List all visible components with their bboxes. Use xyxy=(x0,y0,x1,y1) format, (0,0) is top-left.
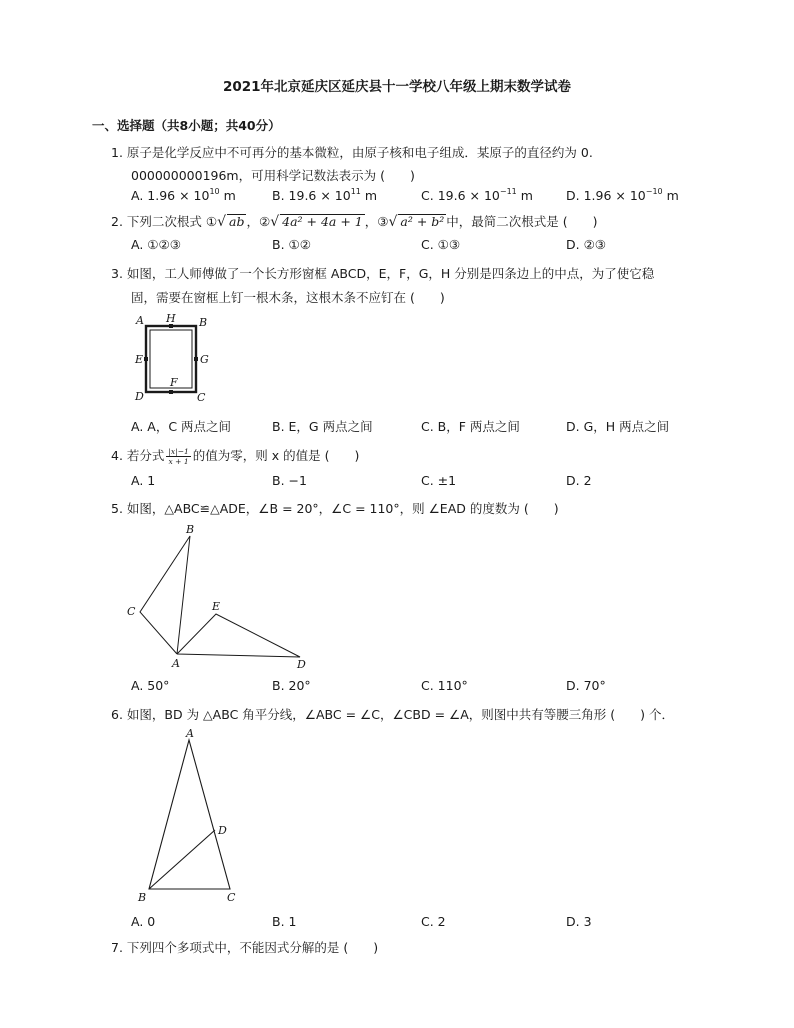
q3-text-line1: 3. 如图，工人师傅做了一个长方形窗框 ABCD，E，F，G，H 分别是四条边上的中点，为了使它稳 xyxy=(111,266,655,281)
q3-point-f-marker xyxy=(169,390,173,394)
q3-option-d[interactable]: D. G，H 两点之间 xyxy=(566,419,670,434)
q3-label-c: C xyxy=(197,391,206,404)
q1-option-c[interactable]: C. $19.6 \times 10^{-11}$ m xyxy=(421,187,533,203)
q4-fraction: $\frac{|x|-1}{x + 1}$ xyxy=(168,447,189,466)
q2-radical-3: a² + b² xyxy=(400,214,445,229)
q1-option-b[interactable]: B. $19.6 \times 10^{11}$ m xyxy=(272,187,378,203)
q1-text-line2: 000000000196m，可用科学记数法表示为 ( ) xyxy=(131,168,415,183)
q4-option-a[interactable]: A. 1 xyxy=(131,473,156,488)
q5-label-b: B xyxy=(186,523,195,536)
q4-text: 4. 若分式 $\frac{|x|-1}{x + 1}$ 的值为零，则 x 的值是 ( ) xyxy=(111,447,360,466)
q1-text-line1: 1. 原子是化学反应中不可再分的基本微粒，由原子核和电子组成．某原子的直径约为 0. xyxy=(111,145,593,160)
q6-option-d[interactable]: D. 3 xyxy=(566,914,592,929)
q5-label-c: C xyxy=(127,605,136,618)
q3-label-d: D xyxy=(135,390,144,403)
q2-radical-1: ab xyxy=(229,214,245,229)
q1-option-d[interactable]: D. $1.96 \times 10^{-10}$ m xyxy=(566,187,679,203)
q2-radical-2: 4a² + 4a + 1 xyxy=(282,214,363,229)
q2-option-b[interactable]: B. ①② xyxy=(272,237,311,252)
page-title: 2021年北京延庆区延庆县十一学校八年级上期末数学试卷 xyxy=(222,79,572,95)
q2-text: 2. 下列二次根式 ①√ ab ，②√ 4a² + 4a + 1 ，③√ a² + b² 中，最简二次根式是 ( ) xyxy=(111,214,598,230)
q6-label-c: C xyxy=(227,891,236,904)
q1-option-a[interactable]: A. $1.96 \times 10^{10}$ m xyxy=(131,187,236,203)
q5-label-d: D xyxy=(297,658,306,671)
q6-isosceles-triangle-figure xyxy=(132,726,252,906)
q2-option-a[interactable]: A. ①②③ xyxy=(131,237,181,252)
q3-option-b[interactable]: B. E，G 两点之间 xyxy=(272,419,373,434)
q3-label-e: E xyxy=(135,353,144,366)
q6-label-d: D xyxy=(218,824,227,837)
q3-label-f: F xyxy=(170,376,178,389)
q5-option-a[interactable]: A. 50° xyxy=(131,678,170,693)
q3-label-h: H xyxy=(166,312,176,325)
q3-label-a: A xyxy=(136,314,144,327)
q5-label-a: A xyxy=(172,657,180,670)
q3-point-e-marker xyxy=(144,357,148,361)
q5-text: 5. 如图，△ABC≌△ADE，∠B = 20°，∠C = 110°，则 ∠EAD 的度数为 ( ) xyxy=(111,501,559,516)
q3-point-g-marker xyxy=(194,357,198,361)
q4-option-d[interactable]: D. 2 xyxy=(566,473,592,488)
q3-window-frame-figure xyxy=(130,312,220,407)
q5-option-d[interactable]: D. 70° xyxy=(566,678,606,693)
q3-label-g: G xyxy=(200,353,209,366)
q5-option-b[interactable]: B. 20° xyxy=(272,678,311,693)
q7-text: 7. 下列四个多项式中，不能因式分解的是 ( ) xyxy=(111,940,379,955)
q6-label-b: B xyxy=(138,891,147,904)
q3-option-a[interactable]: A. A，C 两点之间 xyxy=(131,419,232,434)
q4-option-b[interactable]: B. −1 xyxy=(272,473,307,488)
q3-label-b: B xyxy=(199,316,208,329)
q6-text: 6. 如图，BD 为 △ABC 角平分线，∠ABC = ∠C，∠CBD = ∠A，则图中共有等腰三角形 ( ) 个． xyxy=(111,707,674,722)
q5-option-c[interactable]: C. 110° xyxy=(421,678,468,693)
q3-text-line2: 固，需要在窗框上钉一根木条，这根木条不应钉在 ( ) xyxy=(131,290,445,305)
q2-option-c[interactable]: C. ①③ xyxy=(421,237,461,252)
q6-option-a[interactable]: A. 0 xyxy=(131,914,156,929)
q6-option-c[interactable]: C. 2 xyxy=(421,914,446,929)
section-heading: 一、选择题（共8小题；共40分） xyxy=(92,118,281,133)
q4-option-c[interactable]: C. ±1 xyxy=(421,473,457,488)
q5-congruent-triangles-figure xyxy=(120,520,320,670)
q5-label-e: E xyxy=(212,600,221,613)
q6-label-a: A xyxy=(186,727,194,740)
q3-option-c[interactable]: C. B，F 两点之间 xyxy=(421,419,520,434)
q6-option-b[interactable]: B. 1 xyxy=(272,914,297,929)
q2-option-d[interactable]: D. ②③ xyxy=(566,237,606,252)
